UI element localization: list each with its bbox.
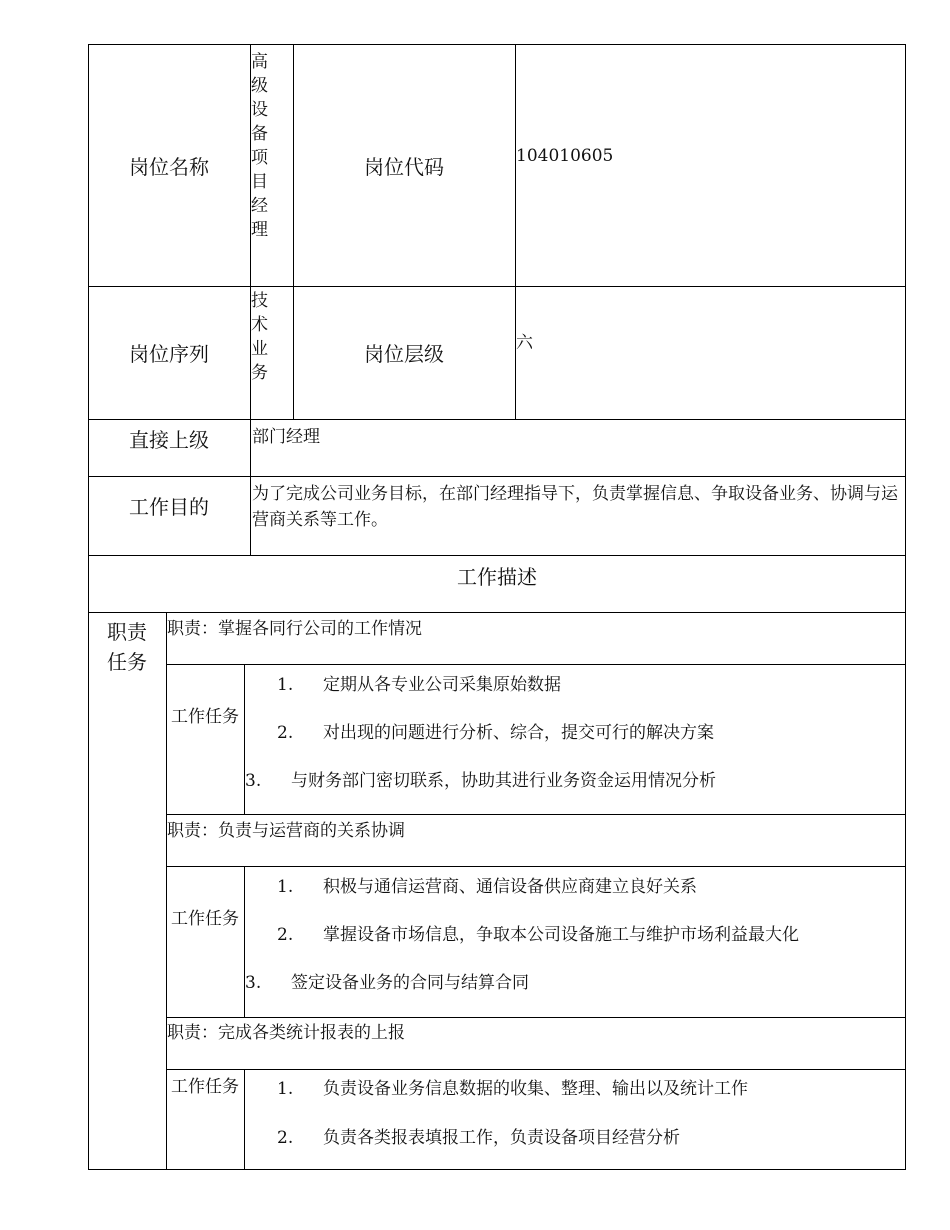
duty-title: 职责：掌握各同行公司的工作情况 (167, 619, 422, 639)
superior-value: 部门经理 (252, 427, 320, 447)
position-series-label: 岗位序列 (129, 342, 209, 366)
task-text: 对出现的问题进行分析、综合，提交可行的解决方案 (323, 723, 714, 743)
task-item (277, 872, 697, 897)
col-divider (244, 1069, 245, 1170)
row-divider (166, 1017, 906, 1018)
task-number: 1. (277, 877, 294, 897)
task-item (277, 1123, 680, 1148)
task-number: 3. (245, 771, 262, 791)
position-name-label: 岗位名称 (129, 154, 209, 179)
row-divider (166, 866, 906, 867)
position-code-label: 岗位代码 (364, 154, 444, 179)
task-item (277, 920, 799, 945)
position-name-value: 高级设备项目经理 (251, 52, 268, 240)
position-level-value: 六 (516, 333, 533, 353)
purpose-label: 工作目的 (129, 494, 209, 519)
task-number: 1. (277, 675, 294, 695)
task-number: 2. (277, 723, 294, 743)
task-label: 工作任务 (171, 909, 239, 929)
task-item (245, 766, 716, 791)
position-code-value: 104010605 (516, 146, 614, 166)
superior-label: 直接上级 (129, 427, 209, 452)
task-number: 2. (277, 1128, 294, 1148)
row-divider (166, 1069, 906, 1070)
duty-title: 职责：负责与运营商的关系协调 (167, 821, 405, 841)
purpose-value: 为了完成公司业务目标，在部门经理指导下，负责掌握信息、争取设备业务、协调与运营商关系等工作。 (252, 484, 898, 530)
row-divider (166, 814, 906, 815)
row-divider (88, 612, 906, 613)
position-series-value: 技术业务 (251, 291, 268, 383)
task-text: 负责设备业务信息数据的收集、整理、输出以及统计工作 (323, 1079, 748, 1099)
task-text: 定期从各专业公司采集原始数据 (323, 675, 561, 695)
col-divider (244, 664, 245, 814)
task-text: 掌握设备市场信息，争取本公司设备施工与维护市场利益最大化 (323, 925, 799, 945)
col-divider (244, 866, 245, 1017)
task-text: 负责各类报表填报工作，负责设备项目经营分析 (323, 1128, 680, 1148)
duty-title: 职责：完成各类统计报表的上报 (167, 1023, 405, 1043)
task-label: 工作任务 (171, 707, 239, 727)
task-label: 工作任务 (171, 1077, 239, 1097)
task-item (277, 670, 561, 695)
duties-label: 职责任务 (107, 620, 147, 674)
task-number: 2. (277, 925, 294, 945)
task-item (277, 1074, 748, 1099)
position-level-label: 岗位层级 (364, 342, 444, 366)
task-item (277, 718, 714, 743)
col-divider (515, 44, 516, 419)
task-text: 积极与通信运营商、通信设备供应商建立良好关系 (323, 877, 697, 897)
description-title: 工作描述 (457, 564, 537, 589)
task-text: 签定设备业务的合同与结算合同 (291, 973, 529, 993)
task-number: 3. (245, 973, 262, 993)
task-text: 与财务部门密切联系，协助其进行业务资金运用情况分析 (291, 771, 716, 791)
row-divider (166, 664, 906, 665)
task-item (245, 968, 529, 993)
task-number: 1. (277, 1079, 294, 1099)
